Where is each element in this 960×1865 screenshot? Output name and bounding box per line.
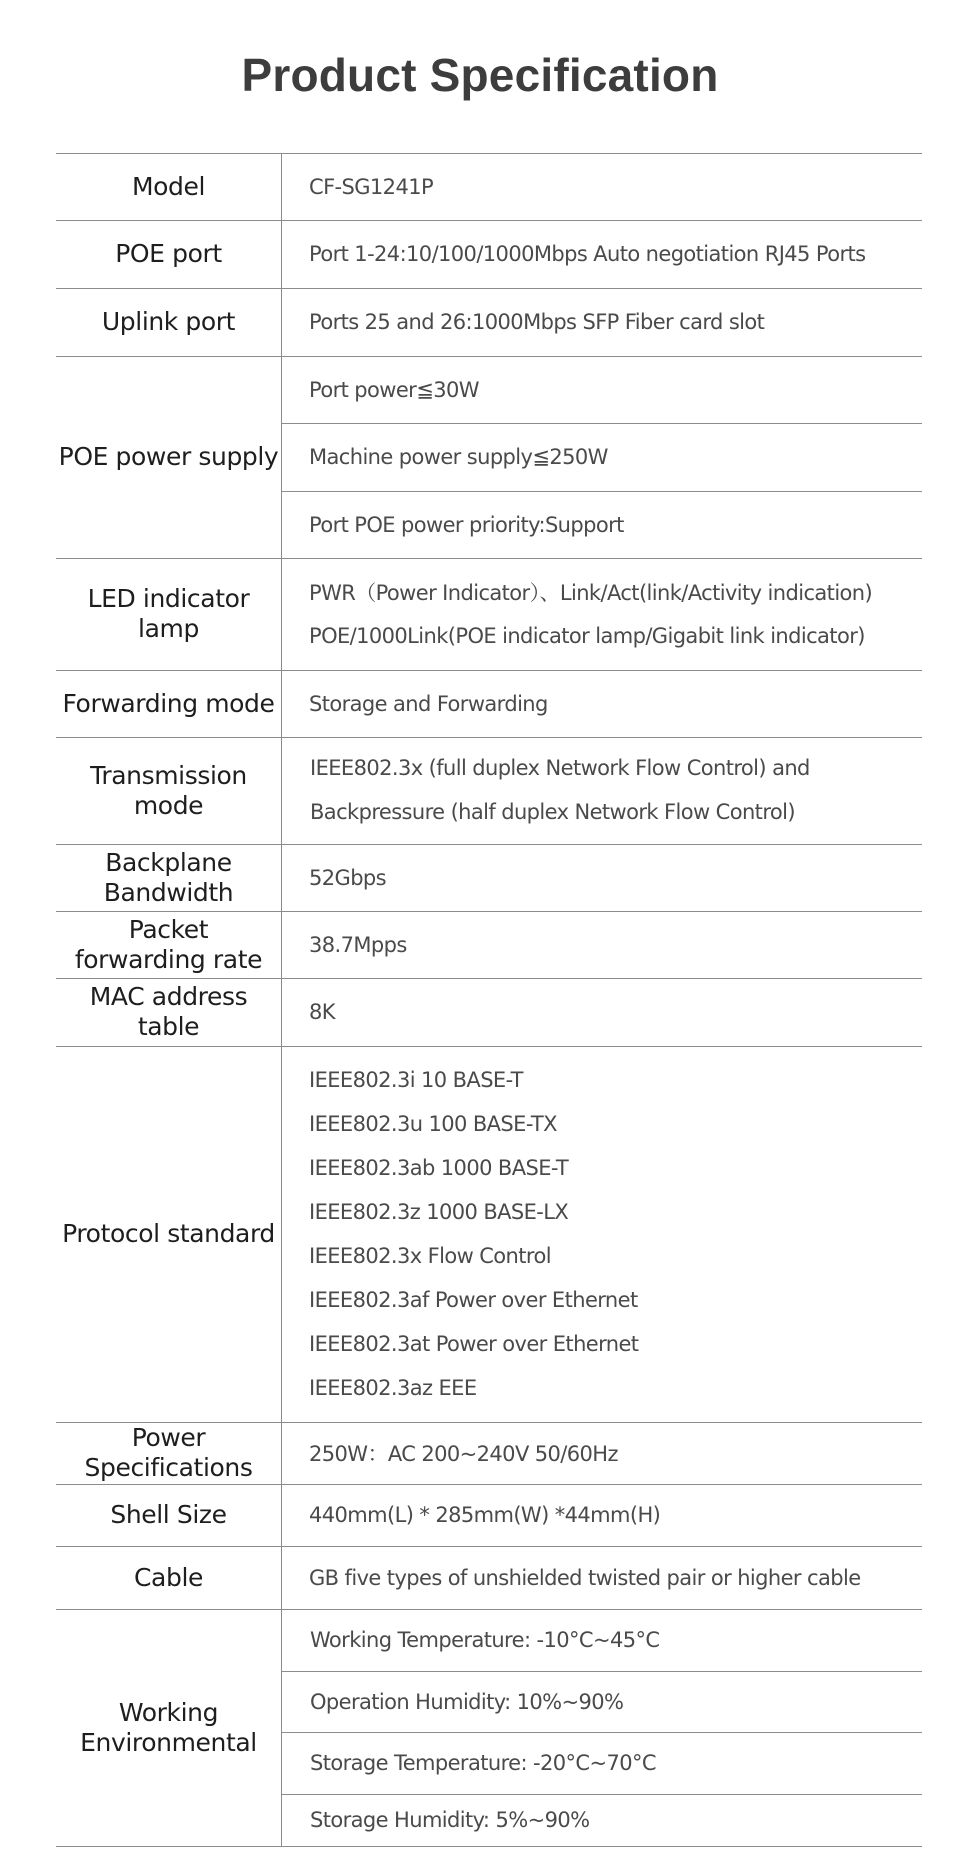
spec-value-transmission-mode bbox=[310, 746, 810, 834]
spec-value-packet-rate: 38.7Mpps bbox=[309, 932, 407, 957]
spec-line: IEEE802.3af Power over Ethernet bbox=[309, 1288, 638, 1312]
spec-value-protocol bbox=[309, 1058, 638, 1410]
spec-label-forwarding-mode: Forwarding mode bbox=[62, 688, 275, 718]
spec-label-led: LED indicator lamp bbox=[87, 584, 250, 643]
spec-label-poe-port: POE port bbox=[115, 239, 222, 268]
spec-value-cable: GB five types of unshielded twisted pair or higher cable bbox=[309, 1565, 861, 1590]
spec-line: POE/1000Link(POE indicator lamp/Gigabit link indicator) bbox=[309, 624, 865, 648]
spec-line: IEEE802.3z 1000 BASE-LX bbox=[309, 1200, 569, 1224]
spec-line: IEEE802.3i 10 BASE-T bbox=[309, 1068, 523, 1092]
spec-label-packet-rate bbox=[56, 911, 281, 978]
spec-value-working-temp: Working Temperature: -10°C~45°C bbox=[310, 1628, 660, 1652]
label-line: Working bbox=[118, 1697, 219, 1727]
spec-value-backplane: 52Gbps bbox=[309, 865, 386, 890]
spec-label-cable: Cable bbox=[134, 1562, 203, 1592]
spec-value-storage-humidity: Storage Humidity: 5%~90% bbox=[310, 1808, 590, 1832]
spec-line: Backpressure (half duplex Network Flow Control) bbox=[310, 800, 795, 824]
spec-value-led bbox=[309, 570, 872, 658]
spec-value-model: CF-SG1241P bbox=[309, 174, 434, 199]
spec-label-protocol: Protocol standard bbox=[62, 1219, 275, 1248]
label-line: Bandwidth bbox=[103, 877, 234, 907]
spec-label-model: Model bbox=[131, 171, 206, 201]
spec-value-mac-table: 8K bbox=[309, 1000, 335, 1024]
label-line: forwarding rate bbox=[74, 944, 263, 974]
spec-line: IEEE802.3at Power over Ethernet bbox=[309, 1332, 639, 1356]
spec-value-poe-port: Port 1-24:10/100/1000Mbps Auto negotiation RJ45 Ports bbox=[309, 242, 866, 266]
spec-label-mac-table: MAC address table bbox=[89, 982, 248, 1041]
spec-label-uplink-port: Uplink port bbox=[101, 307, 236, 336]
spec-value-storage-temp: Storage Temperature: -20°C~70°C bbox=[310, 1751, 656, 1775]
spec-value-machine-power: Machine power supply≦250W bbox=[309, 445, 608, 469]
spec-value-port-power: Port power≦30W bbox=[309, 377, 479, 402]
spec-label-environment bbox=[56, 1609, 281, 1846]
column-divider bbox=[281, 153, 282, 1846]
label-line: Power bbox=[131, 1423, 206, 1452]
spec-value-uplink-port: Ports 25 and 26:1000Mbps SFP Fiber card slot bbox=[309, 310, 765, 334]
spec-value-forwarding-mode: Storage and Forwarding bbox=[309, 691, 548, 716]
spec-value-power-spec: 250W：AC 200~240V 50/60Hz bbox=[309, 1442, 618, 1466]
spec-label-transmission-mode: Transmission mode bbox=[90, 760, 247, 820]
spec-line: IEEE802.3x Flow Control bbox=[309, 1244, 551, 1268]
label-line: Environmental bbox=[80, 1727, 257, 1757]
label-line: Backplane bbox=[105, 847, 232, 877]
spec-line: IEEE802.3az EEE bbox=[309, 1376, 477, 1400]
page-title: Product Specification bbox=[241, 49, 719, 101]
label-line: Packet bbox=[128, 914, 209, 944]
spec-line: IEEE802.3ab 1000 BASE-T bbox=[309, 1156, 569, 1180]
label-line: Specifications bbox=[84, 1453, 253, 1482]
spec-line: IEEE802.3u 100 BASE-TX bbox=[309, 1112, 557, 1136]
spec-value-shell-size: 440mm(L) * 285mm(W) *44mm(H) bbox=[309, 1503, 661, 1527]
spec-line: IEEE802.3x (full duplex Network Flow Control) and bbox=[310, 756, 810, 780]
spec-label-backplane bbox=[56, 844, 281, 911]
spec-value-operation-humidity: Operation Humidity: 10%~90% bbox=[310, 1689, 624, 1714]
spec-label-poe-power-supply: POE power supply bbox=[58, 442, 279, 471]
spec-value-power-priority: Port POE power priority:Support bbox=[309, 512, 624, 537]
spec-label-shell-size: Shell Size bbox=[110, 1500, 227, 1529]
row-divider bbox=[56, 1846, 922, 1847]
spec-line: PWR（Power Indicator）、Link/Act(link/Activity indication) bbox=[309, 581, 873, 605]
spec-label-power-spec bbox=[56, 1422, 281, 1484]
